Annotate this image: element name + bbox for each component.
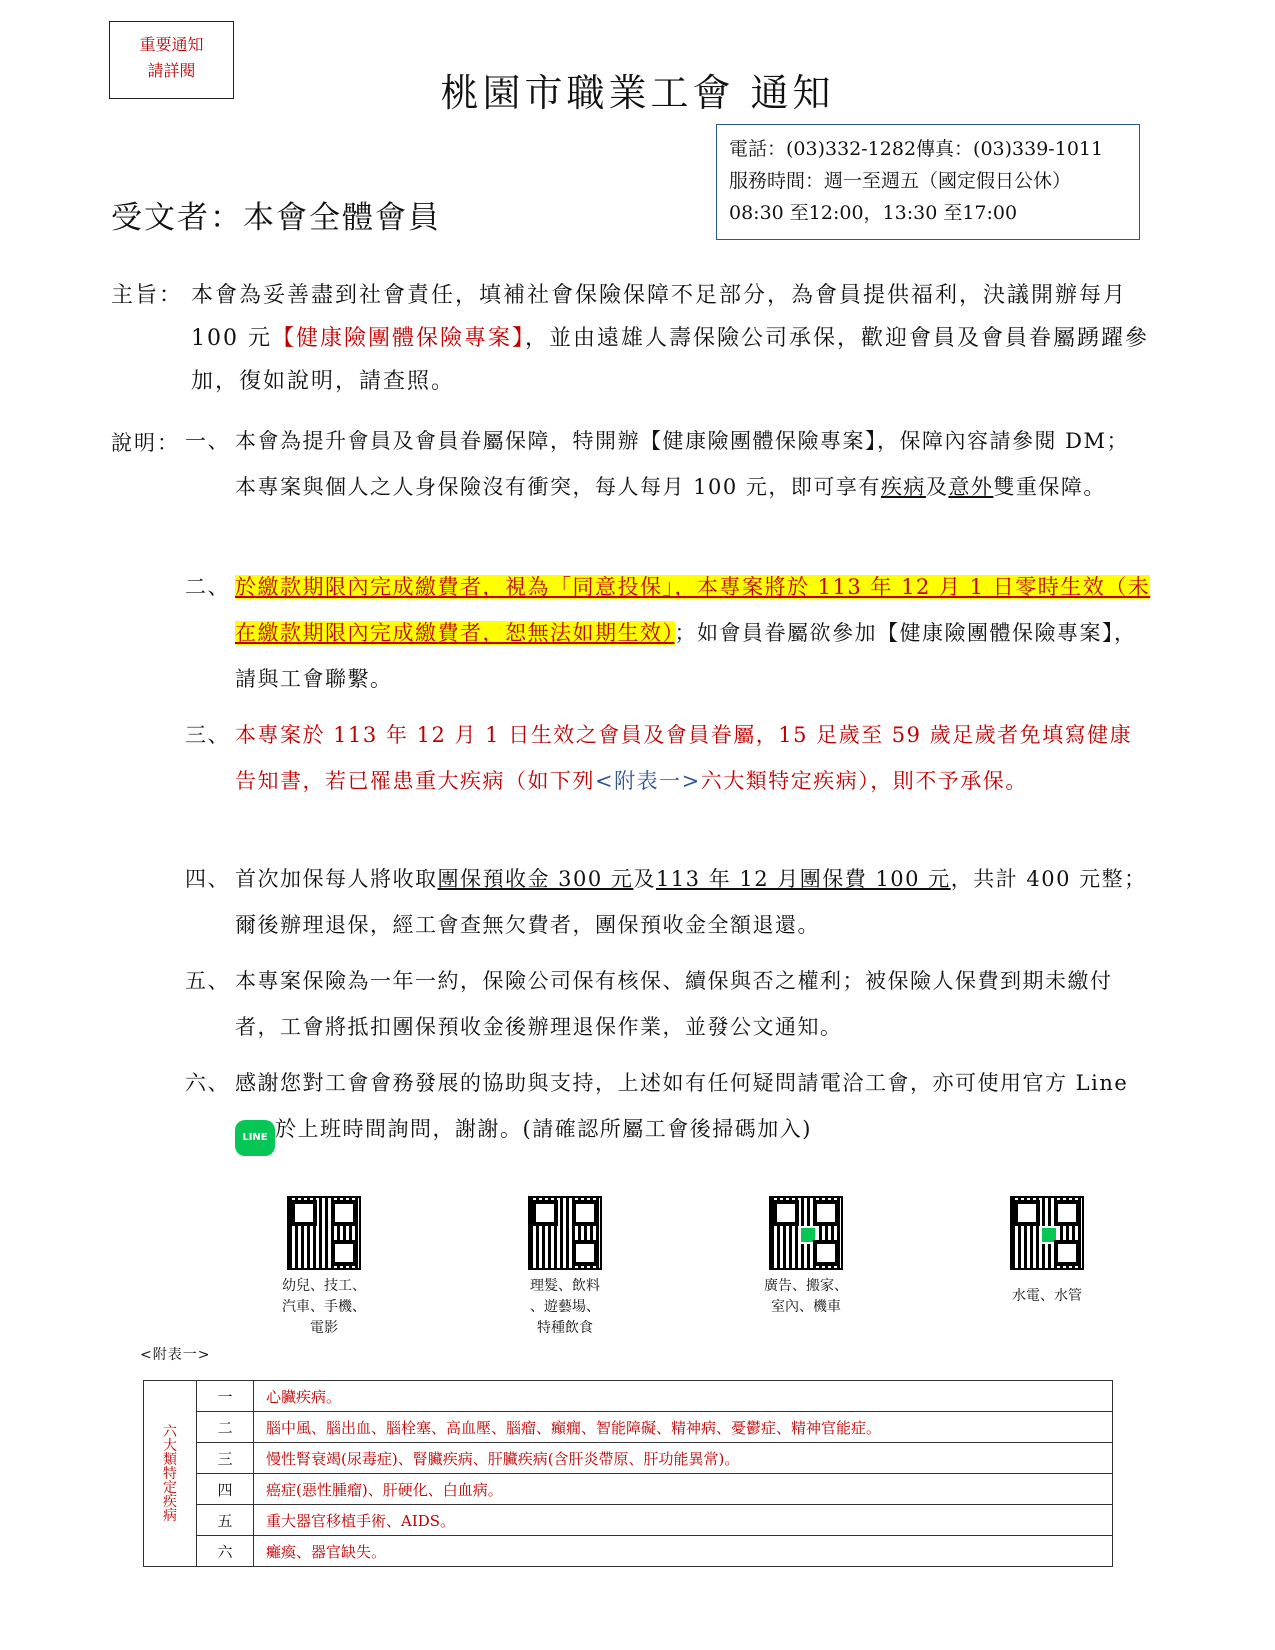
subject-label: 主旨： xyxy=(111,283,184,308)
item-2-text: ；如會員眷屬欲參加【健康險團體保險專案】，請與工會聯繫。 xyxy=(235,621,1137,691)
table-row xyxy=(144,1381,1113,1412)
item-1-text-b: 及 xyxy=(925,475,949,499)
item-3-text: 本專案於 113 年 12 月 1 日生效之會員及會員眷屬，15 足歲至 59 歲足歲者免填寫健康告知書，若已罹患重大疾病（如下列 xyxy=(235,723,1133,793)
explain-item-2 xyxy=(185,564,1151,702)
subject-section xyxy=(111,274,1151,403)
annex-side-label: 六大類特定疾病 xyxy=(144,1381,197,1567)
qr-code-group-2[interactable] xyxy=(485,1196,645,1339)
qr-code-label: 幼兒、技工、 汽車、手機、 電影 xyxy=(282,1278,366,1336)
row-number: 三 xyxy=(197,1443,254,1474)
contact-service-hours: 08:30 至12:00，13:30 至17:00 xyxy=(729,202,1018,224)
notice-line-2: 請詳閱 xyxy=(147,61,196,80)
row-text: 重大器官移植手術、AIDS。 xyxy=(254,1505,1113,1536)
row-text: 癌症(惡性腫瘤)、肝硬化、白血病。 xyxy=(254,1474,1113,1505)
explain-item-1 xyxy=(185,418,1151,510)
row-text: 癱瘓、器官缺失。 xyxy=(254,1536,1113,1567)
explain-item-6 xyxy=(185,1060,1151,1156)
qr-code-group-1[interactable] xyxy=(244,1196,404,1339)
explain-item-4 xyxy=(185,856,1151,948)
item-3-annex-link: <附表一> xyxy=(595,769,701,793)
row-text: 心臟疾病。 xyxy=(254,1381,1113,1412)
subject-body xyxy=(111,274,1151,403)
table-row xyxy=(144,1443,1113,1474)
item-number: 二、 xyxy=(185,575,230,599)
item-3-text-2: 六大類特定疾病），則不予承保。 xyxy=(700,769,1028,793)
qr-code-image[interactable] xyxy=(1010,1196,1084,1270)
item-1-text-a: 本會為提升會員及會員眷屬保障，特開辦【健康險團體保險專案】，保障內容請參閱 DM；本專案與個人之人身保險沒有衝突，每人每月 100 元，即可享有 xyxy=(235,429,1130,499)
item-number: 六、 xyxy=(185,1071,230,1095)
row-number: 一 xyxy=(197,1381,254,1412)
item-number: 五、 xyxy=(185,969,230,993)
subject-text-2: ，並由遠雄人壽保險公司承保，歡迎會員及會員眷屬踴躍參加，復如說明，請查照。 xyxy=(191,326,1150,394)
qr-code-image[interactable] xyxy=(528,1196,602,1270)
item-number: 四、 xyxy=(185,867,230,891)
document-title: 桃園市職業工會 通知 xyxy=(440,71,835,115)
item-number: 一、 xyxy=(185,429,230,453)
qr-code-group-3[interactable] xyxy=(726,1196,886,1318)
row-number: 二 xyxy=(197,1412,254,1443)
row-text: 腦中風、腦出血、腦栓塞、高血壓、腦瘤、癲癇、智能障礙、精神病、憂鬱症、精神官能症。 xyxy=(254,1412,1113,1443)
annex-disease-table xyxy=(143,1380,1113,1567)
notice-line-1: 重要通知 xyxy=(139,35,204,54)
subject-text-1: 本會為妥善盡到社會責任，填補社會保險保障不足部分，為會員提供福利，決議開辦每月 100 元 xyxy=(191,283,1128,351)
annex-label: <附表一> xyxy=(140,1347,211,1363)
item-6-text-a: 感謝您對工會會務發展的協助與支持，上述如有任何疑問請電洽工會，亦可使用官方 Line xyxy=(235,1071,1129,1095)
qr-code-group-4[interactable] xyxy=(967,1196,1127,1307)
row-number: 五 xyxy=(197,1505,254,1536)
explain-item-5 xyxy=(185,958,1151,1050)
contact-service-days: 服務時間：週一至週五（國定假日公休） xyxy=(729,170,1072,192)
item-4-text-a: 首次加保每人將收取 xyxy=(235,867,438,891)
item-4-text-b: 及 xyxy=(633,867,656,891)
item-number: 三、 xyxy=(185,723,230,747)
contact-info-box xyxy=(716,124,1140,240)
explain-label: 說明： xyxy=(111,431,180,455)
qr-code-label: 水電、水管 xyxy=(1012,1288,1082,1304)
contact-phone-fax: 電話：(03)332-1282傳真：(03)339-1011 xyxy=(729,138,1104,160)
item-1-accident: 意外 xyxy=(948,475,994,499)
row-text: 慢性腎衰竭(尿毒症)、腎臟疾病、肝臟疾病(含肝炎帶原、肝功能異常)。 xyxy=(254,1443,1113,1474)
item-4-premium: 113 年 12 月團保費 100 元 xyxy=(655,867,951,891)
line-app-icon: LINE xyxy=(235,1120,275,1156)
item-6-text-b: 於上班時間詢問，謝謝。(請確認所屬工會後掃碼加入) xyxy=(275,1117,812,1141)
row-number: 六 xyxy=(197,1536,254,1567)
row-number: 四 xyxy=(197,1474,254,1505)
item-2-highlight: 於繳款期限內完成繳費者，視為「同意投保」，本專案將於 113 年 12 月 1 日零時生效（未在繳款期限內完成繳費者，恕無法如期生效） xyxy=(235,575,1151,645)
item-4-text-c: ，共計 400 元整；爾後辦理退保，經工會查無欠費者，團保預收金全額退還。 xyxy=(235,867,1147,937)
item-5-text: 本專案保險為一年一約，保險公司保有核保、續保與否之權利；被保險人保費到期未繳付者，工會將抵扣團保預收金後辦理退保作業，並發公文通知。 xyxy=(235,969,1113,1039)
table-row xyxy=(144,1474,1113,1505)
qr-code-label: 理髮、飲料 、遊藝場、 特種飲食 xyxy=(530,1278,600,1336)
item-1-disease: 疾病 xyxy=(880,475,926,499)
recipient: 受文者：本會全體會員 xyxy=(111,200,441,236)
subject-highlight: 【健康險團體保險專案】 xyxy=(272,326,526,351)
table-row xyxy=(144,1505,1113,1536)
table-row xyxy=(144,1412,1113,1443)
table-row xyxy=(144,1536,1113,1567)
item-4-deposit: 團保預收金 300 元 xyxy=(437,867,634,891)
explain-item-3 xyxy=(185,712,1151,804)
qr-code-label: 廣告、搬家、 室內、機車 xyxy=(764,1278,848,1315)
qr-code-image[interactable] xyxy=(769,1196,843,1270)
qr-code-image[interactable] xyxy=(287,1196,361,1270)
item-1-text-c: 雙重保障。 xyxy=(993,475,1106,499)
